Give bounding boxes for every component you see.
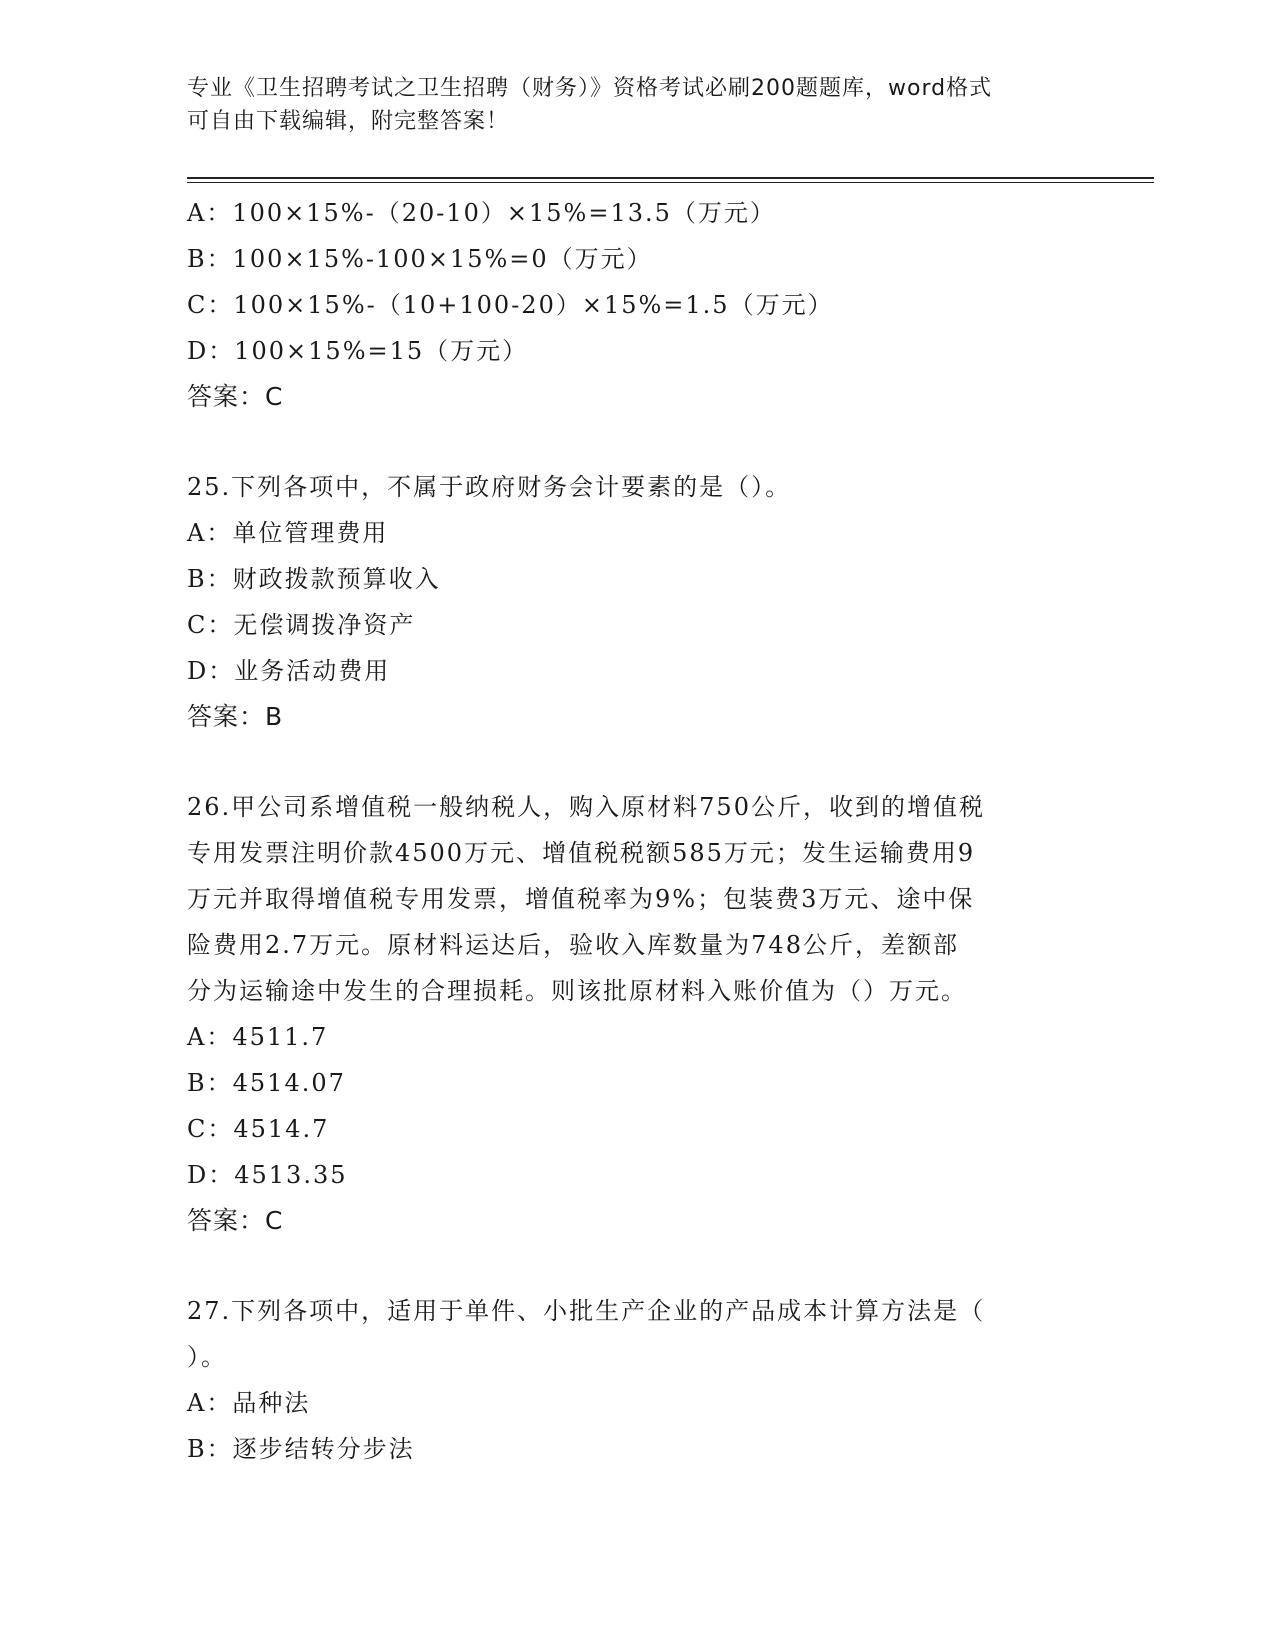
question-26	[187, 784, 1067, 1244]
option-b: B：逐步结转分步法	[187, 1435, 415, 1463]
question-text-line: 险费用2.7万元。原材料运达后，验收入库数量为748公斤，差额部	[187, 931, 959, 959]
question-text: 25.下列各项中，不属于政府财务会计要素的是（）。	[187, 473, 792, 501]
header-divider-thin	[187, 182, 1154, 183]
question-content	[187, 190, 1067, 1472]
option-b: B：财政拨款预算收入	[187, 565, 441, 593]
document-header	[187, 72, 1087, 138]
question-text-line: 分为运输途中发生的合理损耗。则该批原材料入账价值为（）万元。	[187, 977, 967, 1005]
question-24	[187, 190, 1067, 420]
option-c: C：100×15%-（10+100-20）×15%=1.5（万元）	[187, 291, 834, 319]
option-d: D：100×15%=15（万元）	[187, 337, 529, 365]
answer: 答案：C	[187, 1206, 284, 1235]
question-text-line: 万元并取得增值税专用发票，增值税率为9%；包装费3万元、途中保	[187, 885, 975, 913]
question-text-line: 专用发票注明价款4500万元、增值税税额585万元；发生运输费用9	[187, 839, 976, 867]
header-line-2: 可自由下载编辑，附完整答案！	[187, 109, 510, 134]
spacer	[187, 740, 1067, 784]
header-divider-thick	[187, 177, 1154, 179]
option-b: B：100×15%-100×15%=0（万元）	[187, 245, 653, 273]
answer: 答案：B	[187, 702, 284, 731]
option-d: D：业务活动费用	[187, 657, 391, 685]
question-text-line: 27.下列各项中，适用于单件、小批生产企业的产品成本计算方法是（	[187, 1297, 986, 1325]
question-text-line: 26.甲公司系增值税一般纳税人，购入原材料750公斤，收到的增值税	[187, 793, 985, 821]
header-line-1: 专业《卫生招聘考试之卫生招聘（财务）》资格考试必刷200题题库，word格式	[187, 76, 993, 101]
option-a: A：单位管理费用	[187, 519, 389, 547]
option-c: C：无偿调拨净资产	[187, 611, 416, 639]
spacer	[187, 1244, 1067, 1288]
option-a: A：100×15%-（20-10）×15%=13.5（万元）	[187, 199, 776, 227]
question-27	[187, 1288, 1067, 1472]
answer: 答案：C	[187, 382, 284, 411]
option-a: A：品种法	[187, 1389, 311, 1417]
question-25	[187, 464, 1067, 740]
option-d: D：4513.35	[187, 1161, 348, 1189]
question-text-line: ）。	[187, 1343, 227, 1371]
option-c: C：4514.7	[187, 1115, 330, 1143]
option-a: A：4511.7	[187, 1023, 329, 1051]
option-b: B：4514.07	[187, 1069, 346, 1097]
spacer	[187, 420, 1067, 464]
